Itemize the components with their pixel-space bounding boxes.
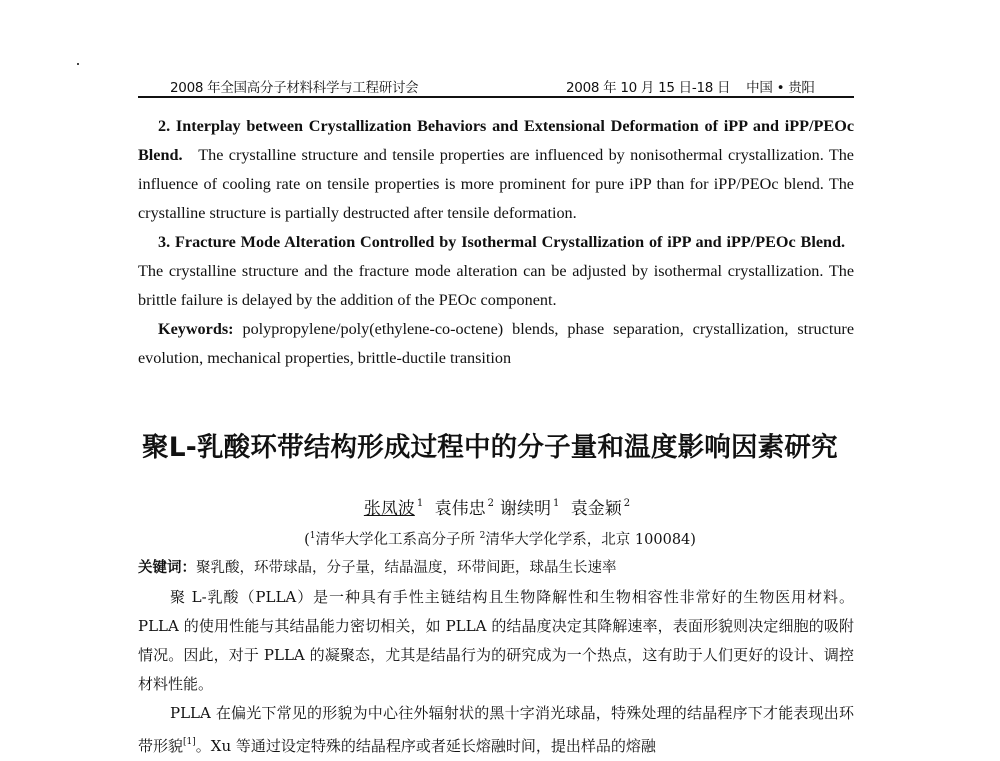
author-name: 谢续明 xyxy=(500,499,551,519)
conference-date-location: 2008 年 10 月 15 日-18 日 中国 • 贵阳 xyxy=(566,80,815,96)
item-2-body: The crystalline structure and tensile properties are influenced by nonisothermal crystallization. The influence of cooling rate on tensile properties is more prominent for pure iPP than for iPP/PEOc blend. The crystalline structure is partially destructed after tensile deformation. xyxy=(138,146,854,222)
affiliation-1: 清华大学化工系高分子所 xyxy=(315,532,480,548)
body-paragraph-1: 聚 L-乳酸（PLLA）是一种具有手性主链结构且生物降解性和生物相容性非常好的生物医用材料。PLLA 的使用性能与其结晶能力密切相关，如 PLLA 的结晶度决定其降解速率，表面形貌则决定细胞的吸附情况。因此，对于 PLLA 的凝聚态，尤其是结晶行为的研究成为一个热点，这有助于人们更好的设计、调控材料性能。 xyxy=(138,588,854,693)
english-abstract-section xyxy=(138,112,854,373)
author-affil-mark: 1 xyxy=(553,498,560,509)
english-keywords xyxy=(138,315,854,373)
affil-mark-2: 2 xyxy=(479,531,486,541)
item-2-heading: 2. Interplay between Crystallization Behaviors and Extensional Deformation of iPP and iPP/PEOc Blend. xyxy=(138,117,854,164)
author-name: 张凤波 xyxy=(363,499,415,519)
item-3-body: The crystalline structure and the fracture mode alteration can be adjusted by isothermal crystallization. The brittle failure is delayed by the addition of the PEOc component. xyxy=(138,262,854,309)
author-list xyxy=(0,494,1000,519)
affil-open-paren: ( xyxy=(304,532,310,548)
author-affil-mark: 2 xyxy=(623,498,631,509)
affil-mark-1: 1 xyxy=(309,531,316,541)
abstract-item-3 xyxy=(138,228,854,315)
keywords-label: Keywords: xyxy=(158,320,234,338)
scan-speck xyxy=(77,63,79,65)
author-affil-mark: 1 xyxy=(416,498,424,509)
chinese-body xyxy=(138,583,854,761)
affiliation-2: 清华大学化学系，北京 100084) xyxy=(485,532,696,548)
keywords-text: polypropylene/poly(ethylene-co-octene) blends, phase separation, crystallization, structure evolution, mechanical properties, brittle-ductile transition xyxy=(138,320,854,367)
body-paragraph-2 xyxy=(138,699,854,761)
author-name: 袁伟忠 xyxy=(434,499,486,519)
citation-ref: [1] xyxy=(183,737,196,747)
header-rule xyxy=(138,96,854,98)
paper-title: 聚L-乳酸环带结构形成过程中的分子量和温度影响因素研究 xyxy=(142,432,838,463)
abstract-item-2 xyxy=(138,112,854,228)
paragraph-2-text: PLLA 在偏光下常见的形貌为中心往外辐射状的黑十字消光球晶，特殊处理的结晶程序下才能表现出环带形貌 xyxy=(138,704,854,755)
paragraph-2-text-cont: 。Xu 等通过设定特殊的结晶程序或者延长熔融时间，提出样品的熔融 xyxy=(195,737,656,755)
author-affil-mark: 2 xyxy=(487,498,494,509)
running-header xyxy=(138,74,854,96)
author-name: 袁金颖 xyxy=(570,499,622,519)
conference-name: 2008 年全国高分子材料科学与工程研讨会 xyxy=(170,80,419,96)
affiliations xyxy=(0,528,1000,549)
chinese-keywords-text: 聚乳酸，环带球晶，分子量，结晶温度，环带间距，球晶生长速率 xyxy=(196,560,617,576)
chinese-keywords xyxy=(138,556,617,577)
item-3-heading: 3. Fracture Mode Alteration Controlled by Isothermal Crystallization of iPP and iPP/PEOc Blend. xyxy=(158,233,846,251)
chinese-keywords-label: 关键词： xyxy=(138,560,196,576)
